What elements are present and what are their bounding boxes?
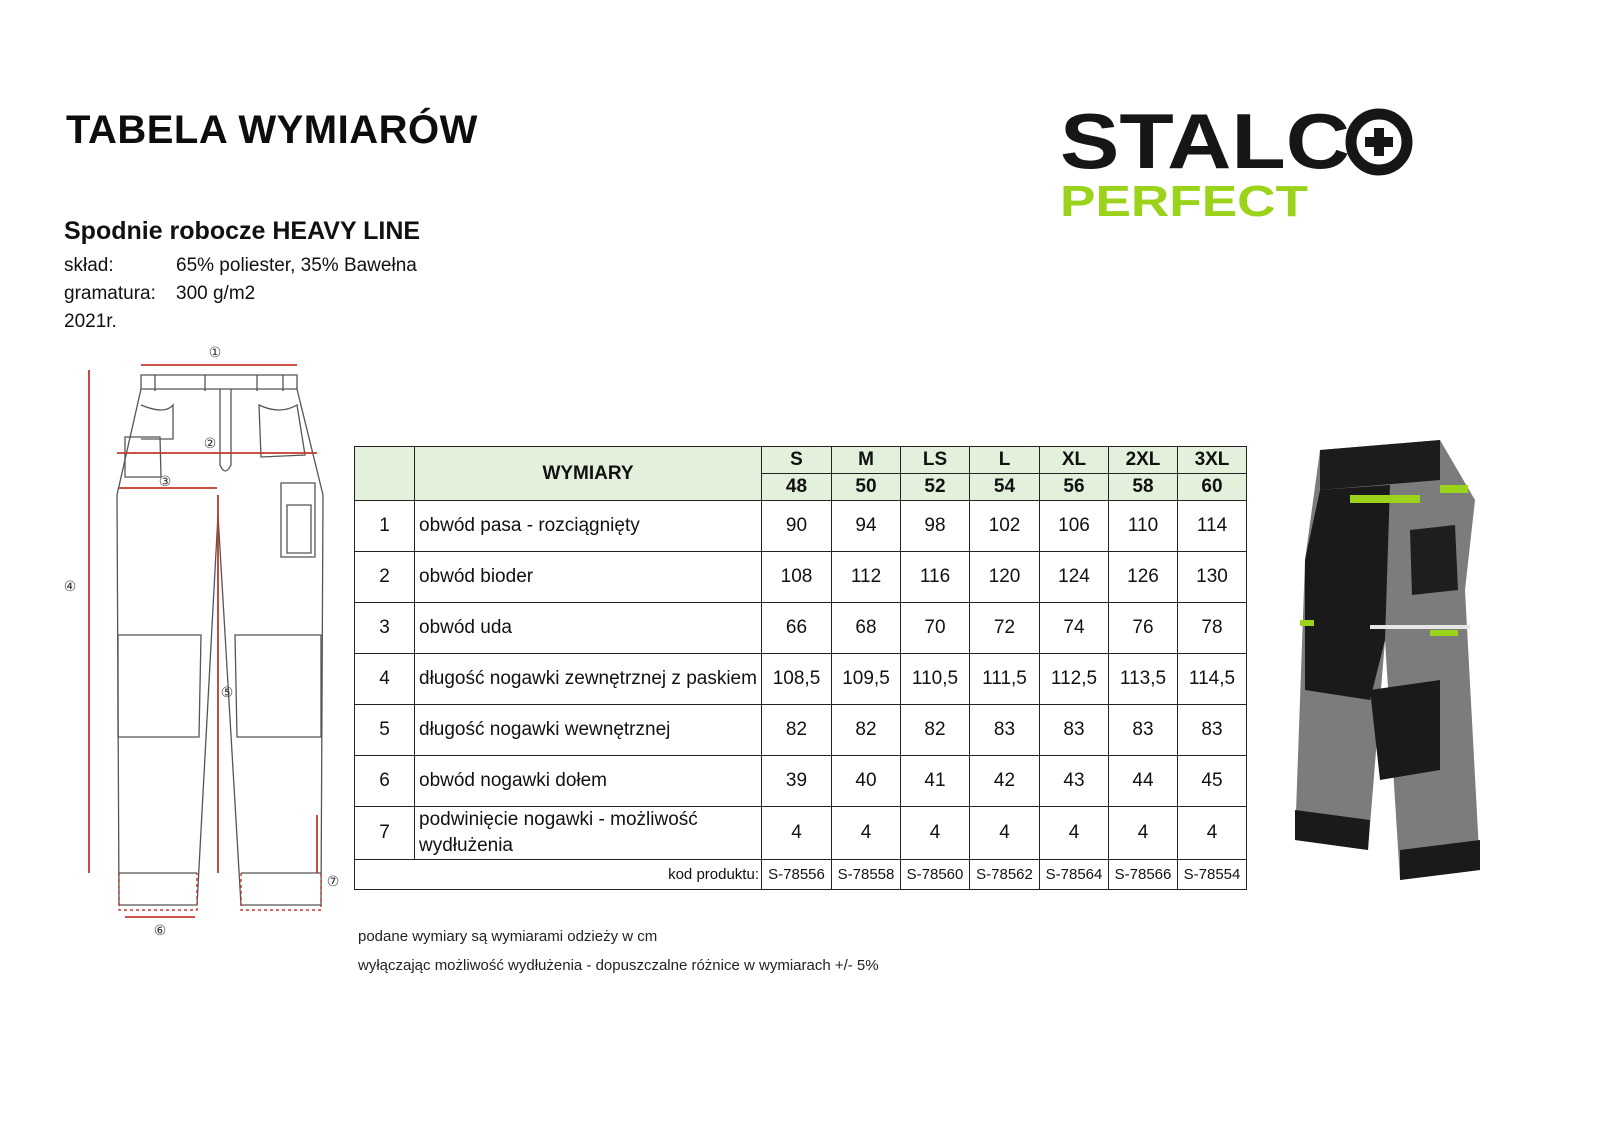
table-row <box>355 603 1247 654</box>
table-row <box>355 756 1247 807</box>
table-row <box>355 705 1247 756</box>
note-tolerance: wyłączając możliwość wydłużenia - dopuszczalne różnice w wymiarach +/- 5% <box>358 957 879 974</box>
product-code-label: kod produktu: <box>355 860 762 890</box>
size-label: M <box>832 447 901 474</box>
measurement-value: 112 <box>832 552 901 603</box>
measurement-value: 39 <box>762 756 832 807</box>
measurement-value: 4 <box>970 807 1040 860</box>
table-corner-cell <box>355 447 415 501</box>
eu-size-label: 48 <box>762 474 832 501</box>
marker-6: ⑥ <box>153 923 167 939</box>
row-number: 2 <box>355 552 415 603</box>
eu-size-label: 58 <box>1109 474 1178 501</box>
measurement-value: 110 <box>1109 501 1178 552</box>
measurement-value: 4 <box>1109 807 1178 860</box>
measurement-value: 102 <box>970 501 1040 552</box>
measurement-value: 70 <box>901 603 970 654</box>
measurement-value: 76 <box>1109 603 1178 654</box>
measurement-label: długość nogawki zewnętrznej z paskiem <box>415 654 762 705</box>
marker-2: ② <box>203 436 217 452</box>
measurement-value: 43 <box>1040 756 1109 807</box>
grammage-value: 300 g/m2 <box>176 283 256 304</box>
table-row <box>355 807 1247 860</box>
measurement-value: 42 <box>970 756 1040 807</box>
measurement-value: 116 <box>901 552 970 603</box>
measurement-value: 108 <box>762 552 832 603</box>
product-name: Spodnie robocze HEAVY LINE <box>64 217 421 245</box>
measurement-value: 120 <box>970 552 1040 603</box>
measurement-value: 112,5 <box>1040 654 1109 705</box>
table-row <box>355 654 1247 705</box>
product-code: S-78562 <box>970 860 1040 890</box>
measurement-value: 114 <box>1178 501 1247 552</box>
eu-size-label: 56 <box>1040 474 1109 501</box>
size-label: 3XL <box>1178 447 1247 474</box>
measurement-label: obwód pasa - rozciągnięty <box>415 501 762 552</box>
measurement-value: 66 <box>762 603 832 654</box>
measurement-value: 108,5 <box>762 654 832 705</box>
eu-size-label: 52 <box>901 474 970 501</box>
marker-7: ⑦ <box>326 874 340 890</box>
spec-year: 2021r. <box>64 311 117 332</box>
measurement-value: 83 <box>970 705 1040 756</box>
row-number: 3 <box>355 603 415 654</box>
eu-size-label: 60 <box>1178 474 1247 501</box>
size-label: 2XL <box>1109 447 1178 474</box>
measurement-value: 130 <box>1178 552 1247 603</box>
product-code: S-78556 <box>762 860 832 890</box>
marker-5: ⑤ <box>220 685 234 701</box>
measurement-value: 90 <box>762 501 832 552</box>
measurement-value: 45 <box>1178 756 1247 807</box>
measurement-value: 40 <box>832 756 901 807</box>
measurement-value: 83 <box>1109 705 1178 756</box>
measurement-value: 4 <box>762 807 832 860</box>
eu-size-label: 54 <box>970 474 1040 501</box>
composition-label: skład: <box>64 255 114 276</box>
row-number: 4 <box>355 654 415 705</box>
brand-name: STALC <box>1060 100 1350 185</box>
measurement-label: obwód nogawki dołem <box>415 756 762 807</box>
table-header-label: WYMIARY <box>415 447 762 501</box>
measurement-value: 4 <box>1178 807 1247 860</box>
composition-value: 65% poliester, 35% Bawełna <box>176 255 417 276</box>
measurement-value: 98 <box>901 501 970 552</box>
marker-4: ④ <box>63 579 77 595</box>
page-title: TABELA WYMIARÓW <box>66 108 478 152</box>
spec-composition <box>64 255 417 277</box>
measurement-label: długość nogawki wewnętrznej <box>415 705 762 756</box>
brand-logo-graphic <box>1060 100 1420 230</box>
size-label: L <box>970 447 1040 474</box>
eu-size-label: 50 <box>832 474 901 501</box>
size-label: XL <box>1040 447 1109 474</box>
measurement-value: 124 <box>1040 552 1109 603</box>
spec-grammage <box>64 283 255 305</box>
product-code: S-78560 <box>901 860 970 890</box>
measurement-value: 114,5 <box>1178 654 1247 705</box>
measurement-value: 113,5 <box>1109 654 1178 705</box>
measurement-value: 110,5 <box>901 654 970 705</box>
measurement-value: 41 <box>901 756 970 807</box>
size-header-row <box>355 447 1247 474</box>
measurement-label: obwód bioder <box>415 552 762 603</box>
brand-logo <box>1060 100 1420 230</box>
grammage-label: gramatura: <box>64 283 156 304</box>
measurement-value: 82 <box>901 705 970 756</box>
row-number: 7 <box>355 807 415 860</box>
measurement-value: 106 <box>1040 501 1109 552</box>
marker-3: ③ <box>158 474 172 490</box>
measurement-value: 44 <box>1109 756 1178 807</box>
product-code-row <box>355 860 1247 890</box>
note-units: podane wymiary są wymiarami odzieży w cm <box>358 928 658 945</box>
table-row <box>355 552 1247 603</box>
measurement-value: 4 <box>1040 807 1109 860</box>
product-photo <box>1290 440 1500 880</box>
size-label: S <box>762 447 832 474</box>
product-code: S-78558 <box>832 860 901 890</box>
measurement-value: 126 <box>1109 552 1178 603</box>
measurement-value: 111,5 <box>970 654 1040 705</box>
row-number: 6 <box>355 756 415 807</box>
measurement-value: 109,5 <box>832 654 901 705</box>
product-code: S-78554 <box>1178 860 1247 890</box>
measurement-value: 72 <box>970 603 1040 654</box>
measurement-value: 4 <box>832 807 901 860</box>
product-code: S-78564 <box>1040 860 1109 890</box>
measurement-value: 4 <box>901 807 970 860</box>
measurement-label: podwinięcie nogawki - możliwość wydłużenia <box>415 807 762 860</box>
measurement-value: 78 <box>1178 603 1247 654</box>
pants-technical-drawing <box>55 345 355 965</box>
measurement-value: 74 <box>1040 603 1109 654</box>
measurement-value: 83 <box>1040 705 1109 756</box>
measurement-value: 68 <box>832 603 901 654</box>
row-number: 1 <box>355 501 415 552</box>
measurement-label: obwód uda <box>415 603 762 654</box>
measurement-value: 83 <box>1178 705 1247 756</box>
size-table <box>354 446 1247 890</box>
plus-circle-icon <box>1351 114 1407 170</box>
measurement-value: 82 <box>762 705 832 756</box>
measurement-value: 94 <box>832 501 901 552</box>
size-label: LS <box>901 447 970 474</box>
table-row <box>355 501 1247 552</box>
marker-1: ① <box>208 345 222 361</box>
measurement-value: 82 <box>832 705 901 756</box>
brand-subline: PERFECT <box>1060 177 1309 226</box>
row-number: 5 <box>355 705 415 756</box>
product-code: S-78566 <box>1109 860 1178 890</box>
